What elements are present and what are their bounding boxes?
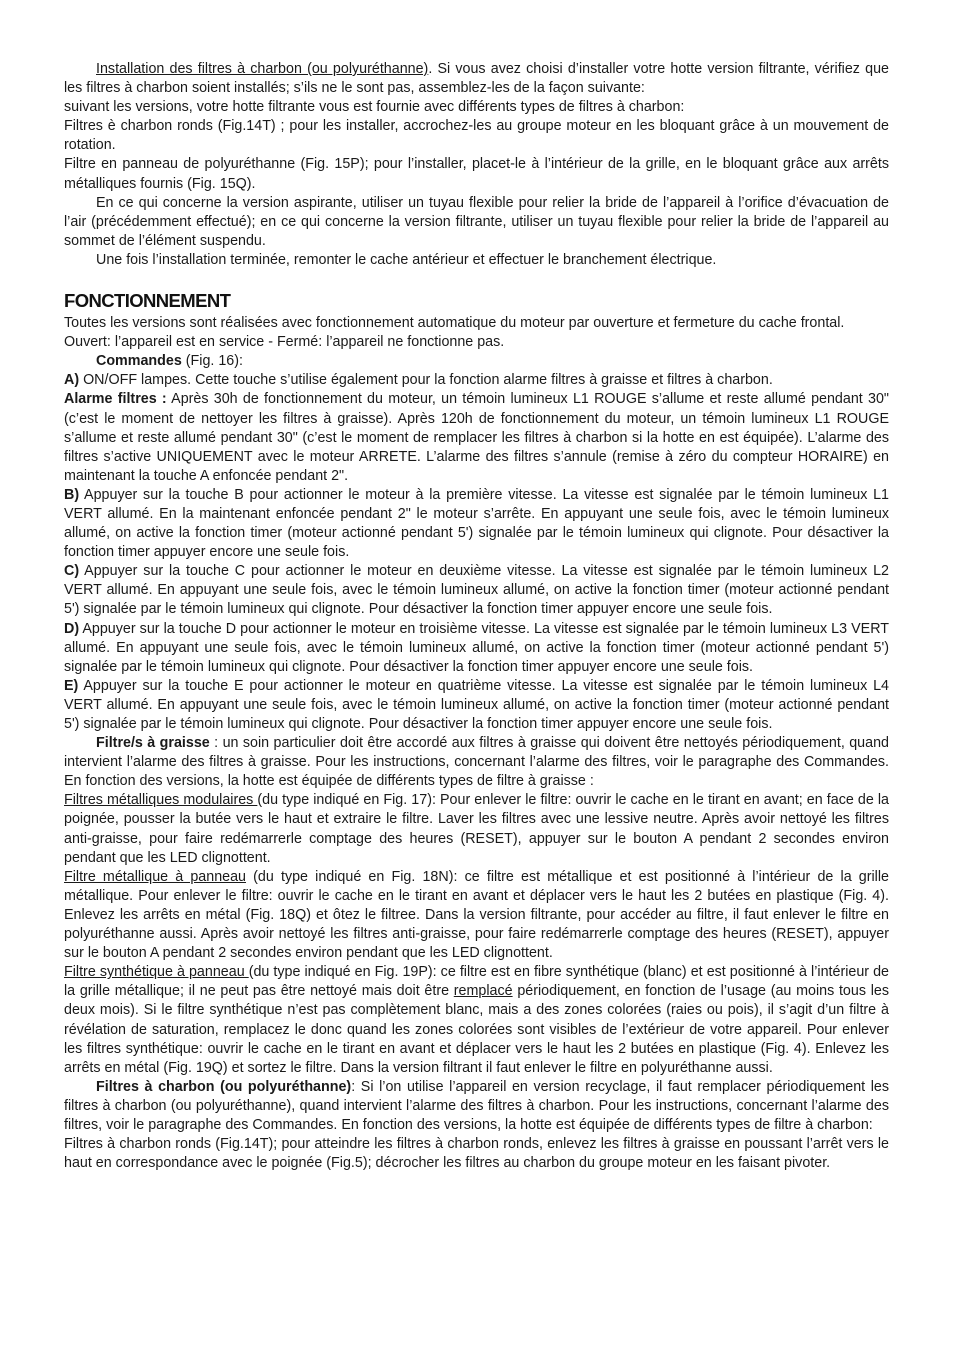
carbon-filters: Filtres à charbon (ou polyuréthanne): Si l’on utilise l’appareil en version recyclage, il faut remplacer périodiquement les filtres à charbon (ou polyuréthanne), quand intervient l’alarme des filtres à charbon. Pour les instructions, concernant l’alarme des filtres, voir le paragraphe des Commandes. En fonction des versions, la hotte est équipée de différents types de filtre à charbon: bbox=[64, 1078, 890, 1133]
intro-paragraph-6: Une fois l’installation terminée, remonter le cache antérieur et effectuer le branchement électrique. bbox=[96, 251, 717, 268]
command-e: E) Appuyer sur la touche E pour actionner le moteur en quatrième vitesse. La vitesse est signalée par le témoin lumineux L4 VERT allumé. En appuyant une seule fois, avec le témoin lumineux allumé, on active la fonction timer (moteur actionné pendant 5') signalée par le témoin lumineux qui clignote. Pour désactiver la fonction timer appuyer encore une seule fois. bbox=[64, 677, 889, 732]
intro-paragraph-5: En ce qui concerne la version aspirante, utiliser un tuyau flexible pour relier la bride de l’appareil à l’orifice d’évacuation de l’air (précédemment effectué); en ce qui concerne la version filtrante, utiliser un tuyau flexible pour relier la bride de l’appareil au sommet de l’élément suspendu. bbox=[64, 194, 889, 249]
carbon-install-heading: Installation des filtres à charbon (ou polyuréthanne) bbox=[96, 61, 429, 77]
synthetic-filter: Filtre synthétique à panneau (du type indiqué en Fig. 19P): ce filtre est en fibre synthétique (blanc) et est positionné à l’intérieur de la grille métallique; il ne peut pas être nettoyé mais doit être remplacé périodiquement, en fonction de l’usage (au moins tous les deux mois). Si le filtre synthétique n’est pas complètement blanc, mais a des zones colorées (raies ou pois), il s’agit d’un filtre à révélation de saturation, remplacez le donc quand les zones colorées sont visibles de l’extérieur de votre appareil. Pour enlever les filtres synthétique: ouvrir le cache en le tirant en avant et déplacer vers le haut les 2 butées en plastique (Fig. 4). Enlevez les arrêts en métal (Fig. 19Q) et sortez le filtre. Dans la version filtrant il faut enlever le filtre en polyuréthanne aussi. bbox=[64, 964, 889, 1076]
filter-alarm: Alarme filtres : Après 30h de fonctionnement du moteur, un témoin lumineux L1 ROUGE s’allume et reste allumé pendant 30" (c’est le moment de nettoyer les filtres à graisse). Après 120h de fonctionnement du moteur, un témoin lumineux L1 ROUGE s’allume et reste allumé pendant 30" (c’est le moment de remplacer les filtres à charbon si la hotte en est équipée). L’alarme des filtres s’active UNIQUEMENT avec le moteur ARRETE. L’alarme des filtres s’annule (remise à zéro du compteur HORAIRE) en maintenant la touche A enfoncée pendant 2". bbox=[64, 391, 889, 484]
operation-paragraph-1: Toutes les versions sont réalisées avec fonctionnement automatique du moteur par ouverture et fermeture du cache frontal. bbox=[64, 315, 845, 332]
command-a: A) ON/OFF lampes. Cette touche s’utilise également pour la fonction alarme filtres à graisse et filtres à charbon. bbox=[64, 372, 773, 389]
modular-filters: Filtres métalliques modulaires (du type indiqué en Fig. 17): Pour enlever le filtre: ouvrir le cache en le tirant en avant; en face de la poignée, pousser la butée vers le haut et extraire le filtre. Laver les filtres avec une lessive neutre. Après avoir nettoyé les filtres anti-graisse, pour faire redémarrerle comptage des heures (RESET), appuyer sur le bouton A pendant 2 secondes environ pendant que les LED clignottent. bbox=[64, 792, 889, 866]
intro-paragraph-2: suivant les versions, votre hotte filtrante vous est fournie avec différents types de filtres à charbon: bbox=[64, 99, 685, 116]
intro-paragraph-1: Installation des filtres à charbon (ou polyuréthanne). Si vous avez choisi d’installer votre hotte version filtrante, vérifiez que les filtres à charbon soient installés; s’ils ne le sont pas, assemblez-les de la façon suivante: bbox=[64, 61, 889, 97]
intro-paragraph-3: Filtres è charbon ronds (Fig.14T) ; pour les installer, accrochez-les au groupe moteur en les bloquant grâce à un mouvement de rotation. bbox=[64, 118, 889, 154]
commands-heading: Commandes (Fig. 16): bbox=[96, 353, 243, 370]
command-c: C) Appuyer sur la touche C pour actionner le moteur en deuxième vitesse. La vitesse est signalée par le témoin lumineux L2 VERT allumé. En appuyant une seule fois, avec le témoin lumineux allumé, on active la fonction timer (moteur actionné pendant 5') signalée par le témoin lumineux qui clignote. Pour désactiver la fonction timer appuyer encore une seule fois. bbox=[64, 563, 889, 618]
operation-paragraph-2: Ouvert: l’appareil est en service - Fermé: l’appareil ne fonctionne pas. bbox=[64, 334, 505, 351]
panel-filter: Filtre métallique à panneau (du type indiqué en Fig. 18N): ce filtre est métallique et est positionné à l’intérieur de la grille métallique. Pour enlever le filtre: ouvrir le cache en le tirant en avant et déplacer vers le haut les 2 butées en plastique (Fig. 4). Enlevez les arrêts en métal (Fig. 18Q) et ôtez le filtree. Dans la version filtrante, pour accéder au filtre, il faut enlever le filtre en polyuréthanne aussi. Après avoir nettoyé les filtres anti-graisse, pour faire redémarrerle comptage des heures (RESET), appuyer sur le bouton A pendant 2 secondes environ pendant que les LED clignottent. bbox=[64, 868, 889, 962]
grease-filters: Filtre/s à graisse : un soin particulier doit être accordé aux filtres à graisse qui doivent être nettoyés périodiquement, quand intervient l’alarme des filtres à graisse. Pour les instructions, concernant l’alarme des filtres, voir le paragraphe des Commandes. En fonction des versions, la hotte est équipée de différents types de filtre à graisse : bbox=[64, 735, 889, 790]
section-title: FONCTIONNEMENT bbox=[64, 290, 231, 312]
document-page bbox=[64, 60, 889, 1173]
carbon-round-filters: Filtres à charbon ronds (Fig.14T); pour atteindre les filtres à charbon ronds, enlevez les filtres à graisse en poussant l’arrêt vers le haut en correspondance avec le poignée (Fig.5); décrocher les filtres au charbon du groupe moteur en les faisant pivoter. bbox=[64, 1136, 889, 1172]
command-d: D) Appuyer sur la touche D pour actionner le moteur en troisième vitesse. La vitesse est signalée par le témoin lumineux L3 VERT allumé. En appuyant une seule fois, avec le témoin lumineux allumé, on active la fonction timer (moteur actionné pendant 5') signalée par le témoin lumineux qui clignote. Pour désactiver la fonction timer appuyer encore une seule fois. bbox=[64, 620, 889, 675]
command-b: B) Appuyer sur la touche B pour actionner le moteur à la première vitesse. La vitesse est signalée par le témoin lumineux L1 VERT allumé. En la maintenant enfoncée pendant 2" le moteur s’arrête. En appuyant une seule fois, avec le témoin lumineux allumé, on active la fonction timer (moteur actionné pendant 5') signalée par le témoin lumineux qui clignote. Pour désactiver la fonction timer appuyer encore une seule fois. bbox=[64, 486, 889, 561]
intro-paragraph-4: Filtre en panneau de polyuréthanne (Fig. 15P); pour l’installer, placet-le à l’intérieur de la grille, en le bloquant grâce aux arrêts métalliques fournis (Fig. 15Q). bbox=[64, 156, 889, 192]
